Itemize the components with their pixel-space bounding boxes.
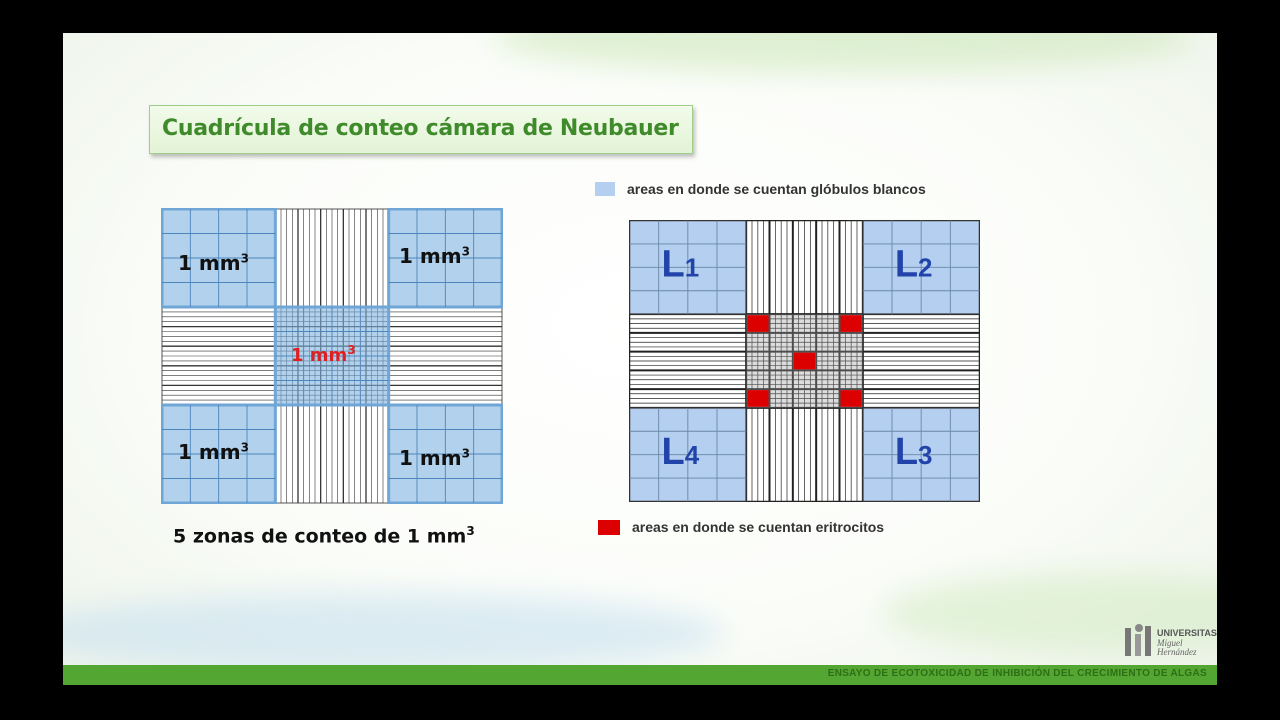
legend-swatch-blue bbox=[595, 182, 615, 196]
university-emblem-icon bbox=[1123, 622, 1155, 662]
corner-label-2: L2 bbox=[894, 243, 933, 286]
slide bbox=[63, 33, 1217, 685]
legend-white-cells-label: areas en donde se cuentan glóbulos blancos bbox=[627, 181, 926, 197]
grid-caption: 5 zonas de conteo de 1 $mm^3$ bbox=[173, 524, 475, 548]
decor-swoosh-top bbox=[493, 33, 1193, 73]
legend-white-cells bbox=[595, 181, 926, 197]
right-grid-body bbox=[630, 221, 980, 502]
zone-label-top-right: 1 $mm^3$ bbox=[399, 244, 470, 268]
footer-bar bbox=[63, 665, 1217, 685]
right-counting-grid bbox=[629, 220, 980, 502]
zone-label-bottom-right: 1 $mm^3$ bbox=[399, 446, 470, 470]
decor-swoosh-bottom bbox=[63, 593, 723, 673]
zone-label-center: 1 $mm^3$ bbox=[291, 343, 356, 366]
zone-label-top-left: 1 $mm^3$ bbox=[178, 251, 249, 275]
logo-text-universitas: UNIVERSITAS bbox=[1157, 628, 1217, 638]
corner-label-4: L3 bbox=[894, 430, 933, 473]
legend-red-cells-label: areas en donde se cuentan eritrocitos bbox=[632, 519, 885, 535]
legend-swatch-red bbox=[598, 520, 620, 535]
title-box bbox=[149, 105, 693, 154]
corner-label-3: L4 bbox=[661, 430, 700, 473]
footer-text: ENSAYO DE ECOTOXICIDAD DE INHIBICIÓN DEL CRECIMIENTO DE ALGAS bbox=[827, 668, 1207, 679]
university-logo bbox=[1123, 618, 1217, 662]
page-title: Cuadrícula de conteo cámara de Neubauer bbox=[162, 116, 679, 141]
legend-red-cells bbox=[598, 519, 884, 535]
corner-label-1: L1 bbox=[661, 243, 700, 286]
zone-label-bottom-left: 1 $mm^3$ bbox=[178, 440, 249, 464]
logo-text-miguel: Miguel bbox=[1157, 638, 1183, 648]
logo-text-hernandez: Hernández bbox=[1157, 647, 1197, 657]
